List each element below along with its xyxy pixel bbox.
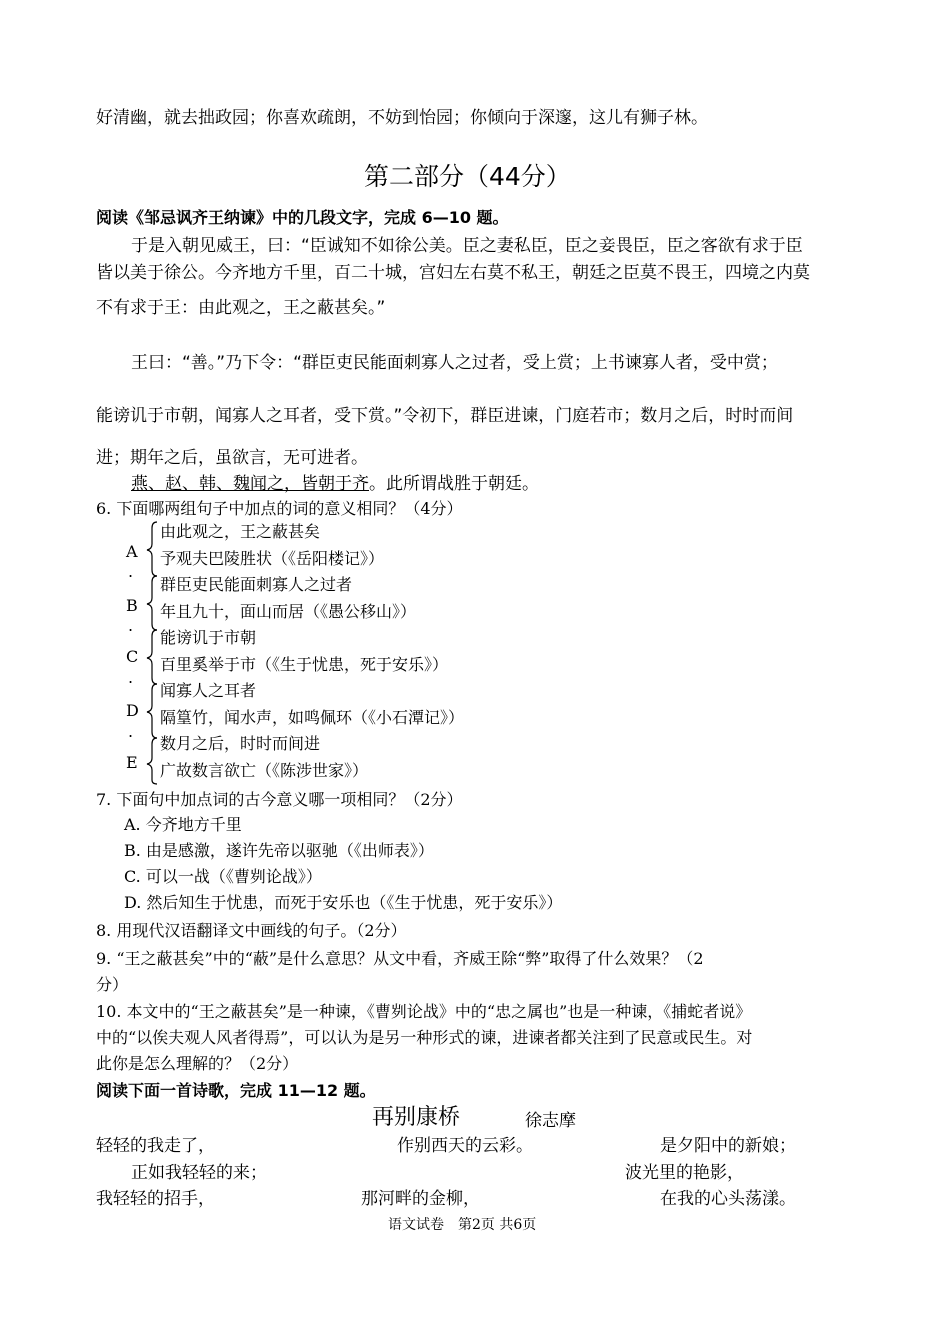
q9-line1: 9. “王之蔽甚矣”中的“蔽”是什么意思？从文中看，齐威王除“弊”取得了什么效果？（2: [96, 949, 704, 968]
q7-stem: 7. 下面句中加点词的古今意义哪一项相同？（2分）: [96, 790, 463, 809]
section-title: 第二部分（44分）: [364, 162, 571, 191]
passage-p2-line2: 能谤讥于市朝，闻寡人之耳者，受下赏。”令初下，群臣进谏，门庭若市；数月之后，时时而间: [96, 406, 794, 426]
passage-p1-line2: 皆以美于徐公。今齐地方千里，百二十城，宫妇左右莫不私王，朝廷之臣莫不畏王，四境之内莫: [96, 263, 810, 283]
q10-line3: 此你是怎么理解的？（2分）: [96, 1054, 299, 1073]
brace-e: [147, 738, 157, 784]
passage-p3-rest: 。此所谓战胜于朝廷。: [369, 474, 539, 494]
q6-brace-group: [143, 518, 159, 788]
q6-line: 年且九十，面山而居（《愚公移山》）: [160, 602, 417, 621]
q7-option-d: D. 然后知生于忧患，而死于安乐也（《生于忧患，死于安乐》）: [124, 893, 563, 912]
poem-line: 波光里的艳影，: [625, 1163, 744, 1183]
passage-p2-line1: 王曰：“善。”乃下令：“群臣吏民能面刺寡人之过者，受上赏；上书谏寡人者，受中赏；: [131, 353, 778, 373]
q10-line2: 中的“以俟夫观人风者得焉”，可以认为是另一种形式的谏，进谏者都关注到了民意或民生。对: [96, 1028, 753, 1047]
poem-title: 再别康桥: [372, 1105, 461, 1130]
brace-d: [147, 684, 157, 738]
q9-line2: 分）: [96, 975, 129, 994]
q6-dot: .: [128, 722, 134, 741]
q8: 8. 用现代汉语翻译文中画线的句子。（2分）: [96, 921, 407, 940]
reading-instruction: 阅读《邹忌讽齐王纳谏》中的几段文字，完成 6—10 题。: [96, 208, 509, 227]
poem-line: 作别西天的云彩。: [397, 1136, 533, 1156]
q6-line: 数月之后，时时而间进: [160, 734, 321, 753]
page-footer: 语文试卷 第2页 共6页: [388, 1217, 537, 1233]
q7-option-a: A. 今齐地方千里: [124, 815, 242, 834]
poem-line: 是夕阳中的新娘；: [660, 1136, 796, 1156]
q6-line: 广故数言欲亡（《陈涉世家》）: [160, 761, 369, 780]
q7-option-c: C. 可以一战（《曹刿论战》）: [124, 867, 322, 886]
q6-letter-a: A: [126, 542, 138, 561]
passage-p3: [131, 469, 539, 494]
poem-instruction: 阅读下面一首诗歌，完成 11—12 题。: [96, 1081, 376, 1100]
q6-line: 隔篁竹，闻水声，如鸣佩环（《小石潭记》）: [160, 708, 465, 727]
q6-dot: .: [128, 616, 134, 635]
poem-line: 正如我轻轻的来；: [131, 1163, 267, 1183]
passage-p2-line3: 进；期年之后，虽欲言，无可进者。: [96, 448, 368, 468]
q6-letter-d: D: [126, 701, 139, 720]
poem-line: 那河畔的金柳，: [361, 1189, 480, 1209]
brace-b: [147, 576, 157, 630]
q6-line: 闻寡人之耳者: [160, 681, 257, 700]
q6-dot: .: [128, 562, 134, 581]
q6-dot: .: [128, 668, 134, 687]
poem-line: 轻轻的我走了，: [96, 1136, 215, 1156]
q6-line: 予观夫巴陵胜状（《岳阳楼记》）: [160, 549, 385, 568]
intro-line: 好清幽，就去拙政园；你喜欢疏朗，不妨到怡园；你倾向于深邃，这儿有狮子林。: [96, 108, 708, 128]
poem-line: 我轻轻的招手，: [96, 1189, 215, 1209]
q6-line: 群臣吏民能面刺寡人之过者: [160, 575, 353, 594]
poem-author: 徐志摩: [525, 1111, 576, 1131]
q7-option-b: B. 由是感激，遂许先帝以驱驰（《出师表》）: [124, 841, 434, 860]
brace-a: [147, 522, 157, 576]
q6-letter-c: C: [126, 647, 139, 666]
brace-c: [147, 630, 157, 684]
q6-line: 能谤讥于市朝: [160, 628, 257, 647]
q6-letter-b: B: [126, 596, 138, 615]
q10-line1: 10. 本文中的“王之蔽甚矣”是一种谏，《曹刿论战》中的“忠之属也”也是一种谏，《捕蛇者说》: [96, 1002, 752, 1021]
passage-p1-line1: 于是入朝见威王，曰：“臣诚知不如徐公美。臣之妻私臣，臣之妾畏臣，臣之客欲有求于臣: [131, 236, 803, 256]
q6-letter-e: E: [126, 753, 138, 772]
q6-stem: 6. 下面哪两组句子中加点的词的意义相同？（4分）: [96, 499, 463, 518]
q6-line: 百里奚举于市（《生于忧患，死于安乐》）: [160, 655, 449, 674]
passage-p1-line3: 不有求于王：由此观之，王之蔽甚矣。”: [96, 298, 386, 318]
underlined-sentence: 燕、赵、韩、魏闻之，皆朝于齐: [131, 474, 369, 494]
poem-line: 在我的心头荡漾。: [660, 1189, 796, 1209]
q6-line: 由此观之，王之蔽甚矣: [160, 522, 321, 541]
